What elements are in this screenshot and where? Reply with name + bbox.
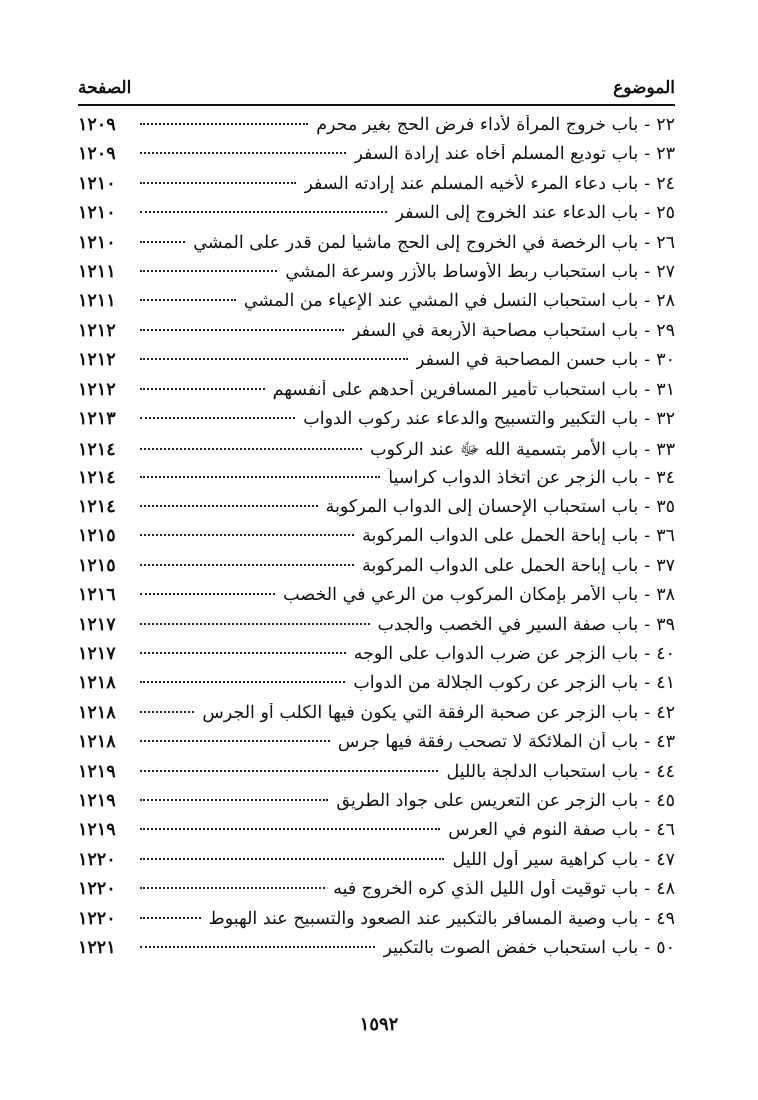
- entry-number: ٤٩: [656, 908, 675, 929]
- toc-entry: [78, 526, 675, 555]
- entry-title: باب استحباب ربط الأوساط بالأزر وسرعة المشي: [285, 261, 639, 282]
- entry-title: باب الرخصة في الخروج إلى الحج ماشياً لمن قدر على المشي: [193, 232, 639, 253]
- dot-leader: [140, 211, 387, 213]
- entry-page-number: ١٢١٧: [78, 614, 116, 635]
- toc-entry: [78, 762, 675, 791]
- dot-leader: [140, 299, 236, 301]
- entry-dash: -: [644, 350, 651, 371]
- entry-dash: -: [644, 614, 651, 635]
- entry-dash: -: [644, 173, 651, 194]
- entry-dash: -: [644, 761, 651, 782]
- toc-entry: [78, 115, 675, 144]
- entry-number: ٤٢: [656, 702, 675, 723]
- entry-title: باب استحباب النسل في المشي عند الإعياء من المشي: [243, 291, 639, 312]
- entry-number: ٤٦: [656, 820, 675, 841]
- entry-page-number: ١٢٢٠: [78, 908, 116, 929]
- entry-title: باب الزجر عن ركوب الجلالة من الدواب: [353, 673, 639, 694]
- entry-dash: -: [644, 379, 651, 400]
- toc-entry: [78, 438, 675, 467]
- entry-dash: -: [644, 820, 651, 841]
- toc-entry: [78, 909, 675, 938]
- entry-title: باب أن الملائكة لا تصحب رفقة فيها جرس: [337, 732, 639, 753]
- entry-number: ٣٥: [656, 497, 675, 518]
- dot-leader: [140, 770, 438, 772]
- entry-page-number: ١٢١٠: [78, 232, 116, 253]
- page-number: ١٥٩٢: [359, 1014, 399, 1035]
- entry-dash: -: [644, 673, 651, 694]
- entry-page-number: ١٢٠٩: [78, 115, 116, 135]
- dot-leader: [140, 917, 201, 919]
- entry-number: ٣٦: [656, 526, 675, 547]
- dot-leader: [140, 828, 440, 830]
- toc-entry: [78, 556, 675, 585]
- dot-leader: [140, 652, 346, 654]
- entry-dash: -: [644, 702, 651, 723]
- entry-dash: -: [644, 790, 651, 811]
- toc-entry: [78, 703, 675, 732]
- entry-number: ٢٤: [656, 173, 675, 194]
- entry-page-number: ١٢٢٠: [78, 879, 116, 900]
- toc-entry: [78, 233, 675, 262]
- entry-dash: -: [644, 440, 651, 461]
- dot-leader: [140, 448, 362, 450]
- entry-number: ٥٠: [656, 937, 675, 958]
- entry-number: ٣١: [656, 379, 675, 400]
- entry-number: ٢٢: [656, 115, 675, 135]
- column-header: [78, 78, 675, 104]
- entry-title: باب الزجر عن ضرب الدواب على الوجه: [353, 644, 639, 665]
- entry-page-number: ١٢١٠: [78, 203, 116, 224]
- toc-entry: [78, 203, 675, 232]
- entry-dash: -: [644, 879, 651, 900]
- dot-leader: [140, 329, 344, 331]
- entry-dash: -: [644, 644, 651, 665]
- dot-leader: [140, 182, 296, 184]
- entry-page-number: ١٢١٥: [78, 555, 116, 576]
- entry-title: باب الأمر بتسمية الله ﷻ عند الركوب: [370, 440, 639, 461]
- toc-entry: [78, 791, 675, 820]
- entry-title: باب التكبير والتسبيح والدعاء عند ركوب الدواب: [303, 408, 639, 429]
- entry-dash: -: [644, 849, 651, 870]
- entry-page-number: ١٢١٤: [78, 467, 116, 488]
- dot-leader: [140, 711, 194, 713]
- dot-leader: [140, 887, 325, 889]
- page-column-label: الصفحة: [78, 78, 132, 98]
- entry-dash: -: [644, 320, 651, 341]
- dot-leader: [140, 681, 345, 683]
- entry-page-number: ١٢١٨: [78, 702, 116, 723]
- toc-entry: [78, 409, 675, 438]
- dot-leader: [140, 564, 354, 566]
- entry-title: باب الزجر عن التعريس على جواد الطريق: [336, 790, 639, 811]
- table-of-contents: [78, 115, 675, 967]
- entry-dash: -: [644, 937, 651, 958]
- dot-leader: [140, 623, 370, 625]
- toc-entry: [78, 938, 675, 967]
- entry-title: باب الأمر بإمكان المركوب من الرعي في الخصب: [283, 585, 639, 606]
- toc-entry: [78, 644, 675, 673]
- entry-page-number: ١٢١٤: [78, 440, 116, 461]
- dot-leader: [140, 799, 328, 801]
- toc-entry: [78, 321, 675, 350]
- entry-number: ٢٨: [656, 291, 675, 312]
- entry-title: باب صفة النوم في العرس: [448, 820, 639, 841]
- entry-page-number: ١٢١٢: [78, 379, 116, 400]
- topic-column-label: الموضوع: [613, 78, 675, 98]
- entry-title: باب كراهية سير أول الليل: [452, 849, 639, 870]
- entry-title: باب استحباب الإحسان إلى الدواب المركوبة: [325, 497, 639, 518]
- entry-number: ٢٦: [656, 232, 675, 253]
- entry-page-number: ١٢١٠: [78, 173, 116, 194]
- entry-page-number: ١٢١٩: [78, 790, 116, 811]
- toc-entry: [78, 820, 675, 849]
- entry-number: ٣٧: [656, 555, 675, 576]
- entry-page-number: ١٢١٨: [78, 732, 116, 753]
- toc-entry: [78, 850, 675, 879]
- entry-dash: -: [644, 115, 651, 135]
- dot-leader: [140, 505, 318, 507]
- entry-dash: -: [644, 291, 651, 312]
- toc-entry: [78, 262, 675, 291]
- toc-entry: [78, 497, 675, 526]
- entry-page-number: ١٢٢٠: [78, 849, 116, 870]
- entry-number: ٤١: [656, 673, 675, 694]
- entry-title: باب استحباب الدلجة بالليل: [446, 761, 639, 782]
- entry-dash: -: [644, 497, 651, 518]
- entry-page-number: ١٢١٤: [78, 497, 116, 518]
- entry-number: ٣٠: [656, 350, 675, 371]
- entry-title: باب استحباب تأمير المسافرين أحدهم على أنفسهم: [272, 379, 639, 400]
- toc-entry: [78, 615, 675, 644]
- entry-title: باب الدعاء عند الخروج إلى السفر: [395, 203, 639, 224]
- entry-dash: -: [644, 261, 651, 282]
- entry-number: ٤٨: [656, 879, 675, 900]
- toc-entry: [78, 174, 675, 203]
- entry-title: باب وصية المسافر بالتكبير عند الصعود والتسبيح عند الهبوط: [208, 908, 639, 929]
- entry-page-number: ١٢١٨: [78, 673, 116, 694]
- entry-page-number: ١٢١٦: [78, 585, 116, 606]
- entry-dash: -: [644, 585, 651, 606]
- dot-leader: [140, 476, 380, 478]
- dot-leader: [140, 123, 308, 125]
- toc-entry: [78, 468, 675, 497]
- entry-dash: -: [644, 203, 651, 224]
- entry-number: ٤٣: [656, 732, 675, 753]
- entry-title: باب توقيت أول الليل الذي كره الخروج فيه: [333, 879, 639, 900]
- entry-number: ٢٧: [656, 261, 675, 282]
- toc-entry: [78, 732, 675, 761]
- dot-leader: [140, 534, 354, 536]
- dot-leader: [140, 417, 295, 419]
- toc-entry: [78, 585, 675, 614]
- entry-number: ٣٤: [656, 467, 675, 488]
- entry-number: ٤٧: [656, 849, 675, 870]
- dot-leader: [140, 858, 444, 860]
- entry-number: ٢٥: [656, 203, 675, 224]
- dot-leader: [140, 358, 408, 360]
- entry-number: ٣٨: [656, 585, 675, 606]
- entry-number: ٣٩: [656, 614, 675, 635]
- toc-entry: [78, 291, 675, 320]
- entry-dash: -: [644, 526, 651, 547]
- entry-number: ٢٩: [656, 320, 675, 341]
- entry-dash: -: [644, 732, 651, 753]
- entry-page-number: ١٢٢١: [78, 937, 116, 958]
- dot-leader: [140, 152, 346, 154]
- entry-dash: -: [644, 555, 651, 576]
- entry-number: ٣٢: [656, 408, 675, 429]
- entry-page-number: ١٢١٩: [78, 820, 116, 841]
- header-rule: [78, 104, 675, 106]
- entry-dash: -: [644, 144, 651, 165]
- entry-title: باب الزجر عن اتخاذ الدواب كراسياً: [388, 467, 639, 488]
- toc-entry: [78, 144, 675, 173]
- entry-number: ٤٤: [656, 761, 675, 782]
- dot-leader: [140, 740, 330, 742]
- entry-title: باب حسن المصاحبة في السفر: [416, 350, 639, 371]
- dot-leader: [140, 593, 275, 595]
- entry-page-number: ١٢١٢: [78, 320, 116, 341]
- entry-title: باب صفة السير في الخصب والجدب: [377, 614, 639, 635]
- toc-entry: [78, 380, 675, 409]
- toc-entry: [78, 350, 675, 379]
- toc-entry: [78, 879, 675, 908]
- entry-page-number: ١٢١٢: [78, 350, 116, 371]
- toc-entry: [78, 673, 675, 702]
- entry-title: باب استحباب خفض الصوت بالتكبير: [383, 937, 639, 958]
- dot-leader: [140, 270, 277, 272]
- entry-dash: -: [644, 232, 651, 253]
- dot-leader: [140, 388, 265, 390]
- entry-title: باب إباحة الحمل على الدواب المركوبة: [362, 526, 639, 547]
- entry-title: باب توديع المسلم أخاه عند إرادة السفر: [354, 144, 639, 165]
- entry-number: ٢٣: [656, 144, 675, 165]
- entry-page-number: ١٢١١: [78, 261, 116, 282]
- dot-leader: [140, 241, 185, 243]
- entry-page-number: ١٢١٧: [78, 644, 116, 665]
- entry-page-number: ١٢١٣: [78, 408, 116, 429]
- entry-title: باب الزجر عن صحبة الرفقة التي يكون فيها الكلب أو الجرس: [202, 702, 639, 723]
- entry-title: باب إباحة الحمل على الدواب المركوبة: [362, 555, 639, 576]
- entry-number: ٣٣: [656, 440, 675, 461]
- entry-dash: -: [644, 408, 651, 429]
- entry-page-number: ١٢١٩: [78, 761, 116, 782]
- entry-dash: -: [644, 467, 651, 488]
- entry-page-number: ١٢١٥: [78, 526, 116, 547]
- entry-page-number: ١٢٠٩: [78, 144, 116, 165]
- entry-title: باب استحباب مصاحبة الأربعة في السفر: [351, 320, 639, 341]
- entry-title: باب دعاء المرء لأخيه المسلم عند إرادته السفر: [304, 173, 639, 194]
- entry-page-number: ١٢١١: [78, 291, 116, 312]
- entry-number: ٤٥: [656, 790, 675, 811]
- entry-title: باب خروج المرأة لأداء فرض الحج بغير محرم: [316, 115, 639, 135]
- entry-number: ٤٠: [656, 644, 675, 665]
- entry-dash: -: [644, 908, 651, 929]
- dot-leader: [140, 946, 375, 948]
